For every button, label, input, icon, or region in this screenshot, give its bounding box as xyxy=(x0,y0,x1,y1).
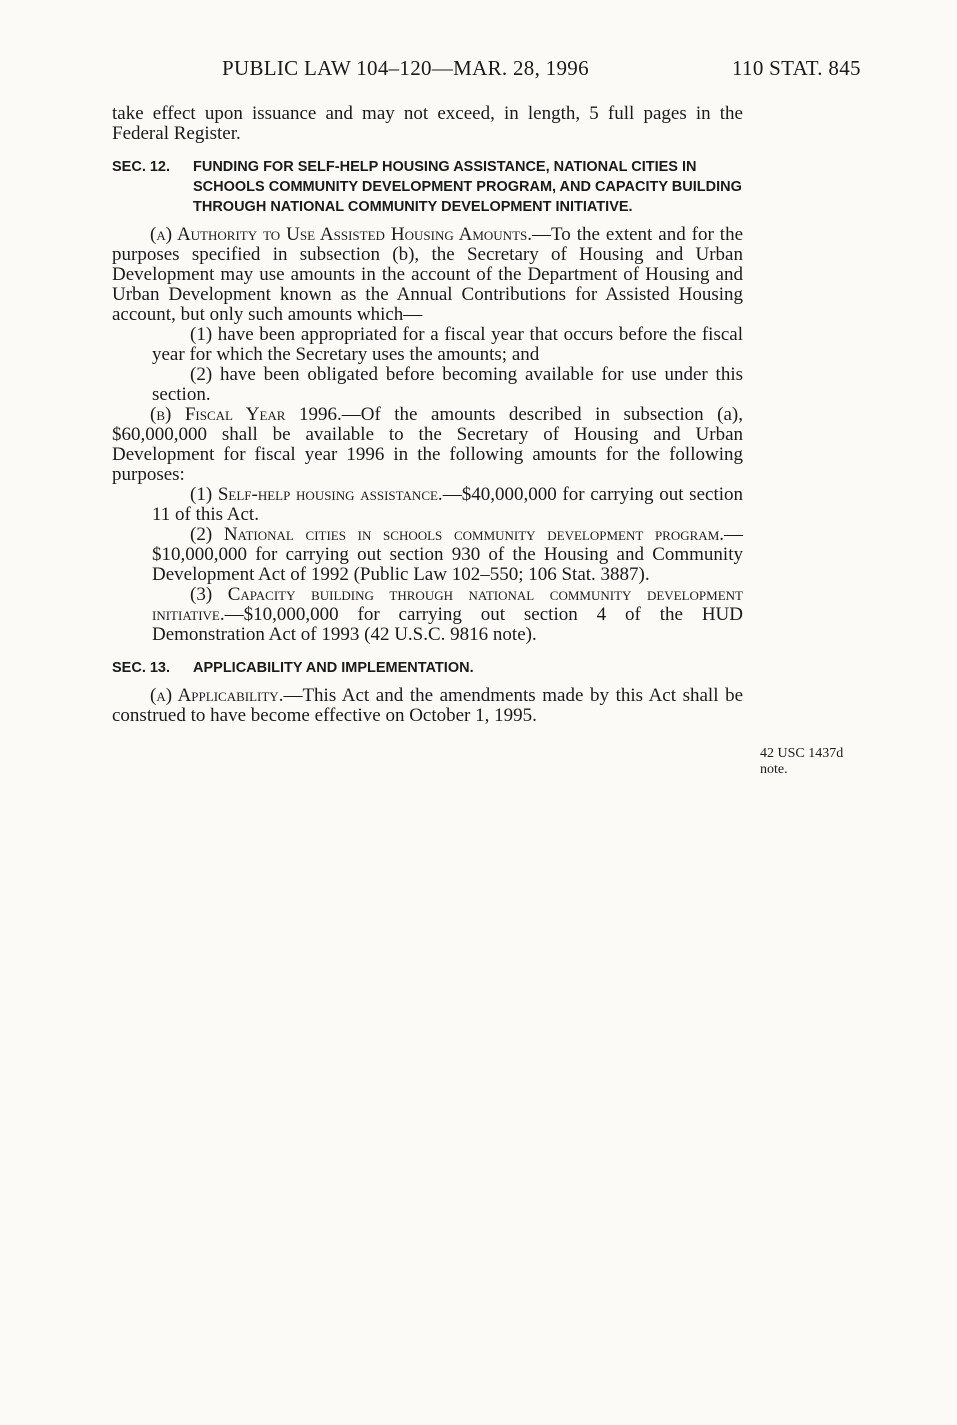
subsection-heading: (a) Authority to Use Assisted Housing Amounts. xyxy=(150,224,532,245)
page-number: 110 STAT. 845 xyxy=(732,56,861,80)
margin-note-line: 42 USC 1437d xyxy=(760,746,844,761)
intro-paragraph: take effect upon issuance and may not exceed, in length, 5 full pages in the Federal Register. xyxy=(112,103,743,144)
paragraph-a1: (1) have been appropriated for a fiscal year that occurs before the fiscal year for which the Secretary uses the amounts; and xyxy=(152,324,743,365)
page-header-title: PUBLIC LAW 104–120—MAR. 28, 1996 xyxy=(222,56,589,80)
paragraph-b3 xyxy=(112,585,743,645)
section-number: SEC. 13. xyxy=(112,660,171,676)
section-number: SEC. 12. xyxy=(112,159,171,175)
subsection-applicability xyxy=(112,686,743,726)
document-body xyxy=(112,104,743,726)
margin-note-line: note. xyxy=(760,762,788,777)
section-title: FUNDING FOR SELF-HELP HOUSING ASSISTANCE, NATIONAL CITIES IN SCHOOLS COMMUNITY DEVELOPMENT PROGRAM, AND CAPACITY BUILDING THROUGH NATIONAL COMMUNITY DEVELOPMENT INITIATIVE. xyxy=(193,159,742,215)
section-13-heading xyxy=(112,658,743,678)
subsection-heading: (a) Applicability. xyxy=(150,685,284,706)
paragraph-text: —$40,000,000 for carrying out section 11 of this Act. xyxy=(152,484,743,525)
paragraph-a2: (2) have been obligated before becoming available for use under this section. xyxy=(152,364,743,405)
paragraph-text: —$10,000,000 for carrying out section 930 of the Housing and Community Development Act of 1992 (Public Law 102–550; 106 Stat. 3887). xyxy=(152,524,743,585)
paragraph-b1 xyxy=(112,485,743,525)
paragraph-heading: (2) National cities in schools community development program. xyxy=(190,524,724,545)
paragraph-heading: (1) Self-help housing assistance. xyxy=(190,484,443,505)
subsection-text: —This Act and the amendments made by this Act shall be construed to have become effective on October 1, 1995. xyxy=(112,685,743,726)
subsection-b xyxy=(112,405,743,485)
subsection-text: —To the extent and for the purposes specified in subsection (b), the Secretary of Housing and Urban Development may use amounts in the account of the Department of Housing and Urban Development known as the Annual Contributions for Assisted Housing account, but only such amounts which— xyxy=(112,224,744,325)
section-12-heading xyxy=(112,157,743,217)
subsection-a xyxy=(112,225,743,325)
subsection-heading: (b) Fiscal Year 1996. xyxy=(150,404,342,425)
paragraph-text: —$10,000,000 for carrying out section 4 of the HUD Demonstration Act of 1993 (42 U.S.C. 9816 note). xyxy=(152,604,743,645)
paragraph-b2 xyxy=(112,525,743,585)
section-title: APPLICABILITY AND IMPLEMENTATION. xyxy=(193,660,474,676)
margin-citation-note xyxy=(760,746,843,778)
subsection-text: —Of the amounts described in subsection (a), $60,000,000 shall be available to the Secretary of Housing and Urban Development for fiscal year 1996 in the following amounts for the following purposes: xyxy=(112,404,743,485)
paragraph-heading: (3) Capacity building through national community development initiative. xyxy=(152,584,743,625)
